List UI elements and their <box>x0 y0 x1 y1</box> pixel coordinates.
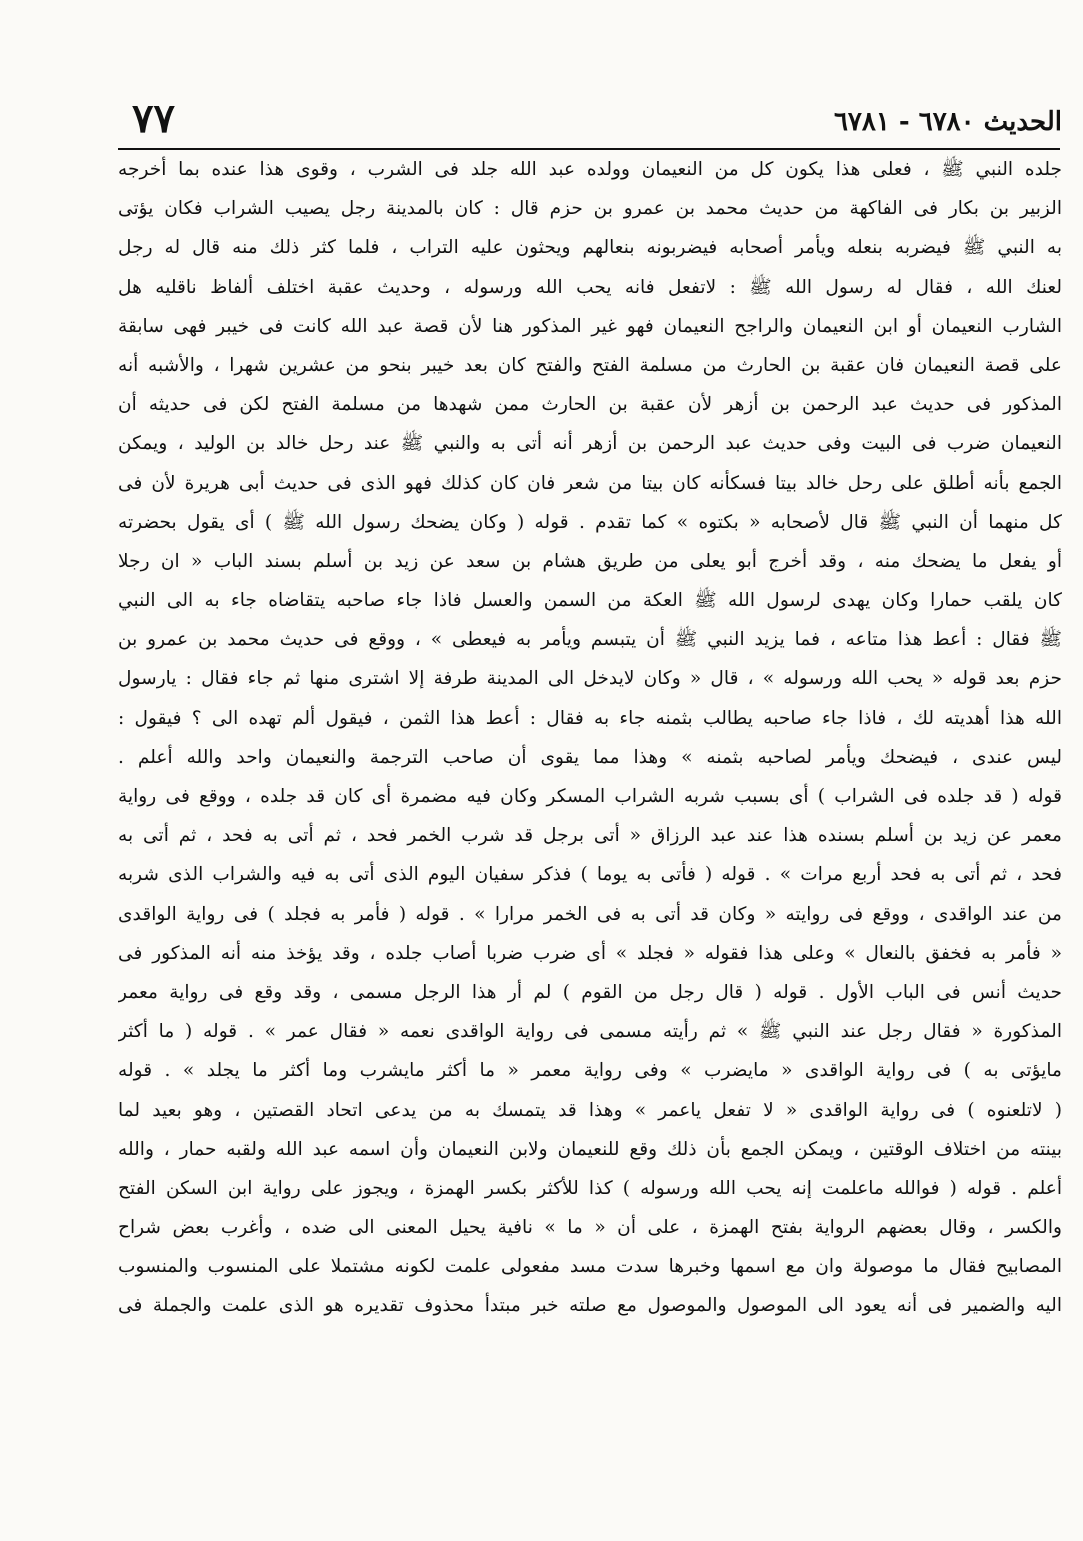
text-line: الشارب النعيمان أو ابن النعيمان والراجح النعيمان فهو غير المذكور هنا لأن قصة عبد الله كانت فى خيبر فهى سابقة <box>118 315 1062 337</box>
text-line: الجمع بأنه أطلق على رحل خالد بيتا فسكأنه كان بيتا من شعر فان كان كذلك فهو الذى فى حديث أبى هريرة لأن فى <box>118 472 1062 494</box>
text-line: ( لاتلعنوه ) فى رواية الواقدى « لا تفعل ياعمر » وهذا قد يتمسك به من يدعى اتحاد القصتين ، وهو بعيد لما <box>118 1099 1062 1121</box>
text-line: به النبي ﷺ فيضربه بنعله ويأمر أصحابه فيضربونه بنعالهم ويحثون عليه التراب ، فلما كثر ذلك منه قال له رجل <box>118 237 1062 259</box>
text-line: كل منهما أن النبي ﷺ قال لأصحابه « بكتوه » كما تقدم . قوله ( وكان يضحك رسول الله ﷺ ) أى يقول بحضرته <box>118 511 1062 533</box>
text-line: معمر عن زيد بن أسلم بسنده هذا عند عبد الرزاق « أتى برجل قد شرب الخمر فحد ، ثم أتى به فحد ، ثم أتى به <box>118 825 1062 847</box>
page-header <box>118 92 1062 146</box>
running-head: الحديث ٦٧٨٠ - ٦٧٨١ <box>833 107 1062 137</box>
text-line: أعلم . قوله ( فوالله ماعلمت إنه يحب الله ورسوله ) كذا للأكثر بكسر الهمزة ، ويجوز على رواية ابن السكن الفتح <box>118 1177 1062 1199</box>
text-line: المصابيح فقال ما موصولة وان مع اسمها وخبرها سدت مسد مفعولى علمت لكونه مشتملا على المنسوب والمنسوب <box>118 1256 1062 1278</box>
text-line: الزبير بن بكار فى الفاكهة من حديث محمد بن عمرو بن حزم قال : كان بالمدينة رجل يصيب الشراب فكان يؤتى <box>118 198 1062 220</box>
text-line: ليس عندى ، فيضحك ويأمر لصاحبه بثمنه » وهذا مما يقوى أن صاحب الترجمة والنعيمان واحد والله أعلم . <box>118 746 1062 768</box>
text-line: ﷺ فقال : أعط هذا متاعه ، فما يزيد النبي ﷺ أن يتبسم ويأمر به فيعطى » ، ووقع فى حديث محمد بن عمرو بن <box>118 629 1062 651</box>
text-line: أو يفعل ما يضحك منه ، وقد أخرج أبو يعلى من طريق هشام بن سعد عن زيد بن أسلم بسند الباب « ان رجلا <box>118 550 1062 572</box>
text-line: المذكورة « فقال رجل عند النبي ﷺ » ثم رأيته مسمى فى رواية الواقدى نعمه « فقال عمر » . قوله ( ما أكثر <box>118 1021 1062 1043</box>
text-line: والكسر ، وقال بعضهم الرواية بفتح الهمزة ، على أن « ما » نافية يحيل المعنى الى ضده ، وأغرب بعض شراح <box>118 1217 1062 1239</box>
text-line: الله هذا أهديته لك ، فاذا جاء صاحبه يطالب بثمنه جاء به فقال : أعط هذا الثمن ، فيقول ألم تهده الى ؟ فيقول : <box>118 707 1062 729</box>
text-line: على قصة النعيمان فان عقبة بن الحارث من مسلمة الفتح والفتح كان بعد خيبر بنحو من عشرين شهرا ، والأشبه أنه <box>118 354 1062 376</box>
text-line: مايؤتى به ) فى رواية الواقدى « مايضرب » وفى رواية معمر « ما أكثر مايشرب وما أكثر ما يجلد » . قوله <box>118 1060 1062 1082</box>
text-line: اليه والضمير فى أنه يعود الى الموصول والموصول مع صلته خبر مبتدأ محذوف تقديره هو الذى علمت والجملة فى <box>118 1295 1062 1317</box>
body-text <box>118 150 1062 1326</box>
text-line: من عند الواقدى ، ووقع فى روايته « وكان قد أتى به فى الخمر مرارا » . قوله ( فأمر به فجلد ) فى رواية الواقدى <box>118 903 1062 925</box>
text-line: لعنك الله ، فقال له رسول الله ﷺ : لاتفعل فانه يحب الله ورسوله ، وحديث عقبة اختلف ألفاظ ناقليه هل <box>118 276 1062 298</box>
page-number: ٧٧ <box>132 95 175 142</box>
text-line: « فأمر به فخفق بالنعال » وعلى هذا فقوله « فجلد » أى ضرب ضربا أصاب جلده ، وقد يؤخذ منه أنه المذكور فى <box>118 942 1062 964</box>
text-line: حزم بعد قوله « يحب الله ورسوله » ، قال « وكان لايدخل الى المدينة طرفة إلا اشترى منها ثم جاء فقال : يارسول <box>118 668 1062 690</box>
text-line: بينته من اختلاف الوقتين ، ويمكن الجمع بأن ذلك وقع للنعيمان ولابن النعيمان وأن اسمه عبد الله ولقبه حمار ، والله <box>118 1138 1062 1160</box>
text-line: فحد ، ثم أتى به فحد أربع مرات » . قوله ( فأتى به يوما ) فذكر سفيان اليوم الذى أتى به فيه والشراب الذى شربه <box>118 864 1062 886</box>
text-line: حديث أنس فى الباب الأول . قوله ( قال رجل من القوم ) لم أر هذا الرجل مسمى ، وقد وقع فى رواية معمر <box>118 981 1062 1003</box>
text-line: المذكور فى حديث عبد الرحمن بن أزهر لأن عقبة بن الحارث ممن شهدها من مسلمة الفتح لكن فى حديثه أن <box>118 394 1062 416</box>
text-line: قوله ( قد جلده فى الشراب ) أى بسبب شربه الشراب المسكر وكان فيه مضمرة أى كان قد جلده ، ووقع فى رواية <box>118 786 1062 807</box>
text-line: كان يلقب حمارا وكان يهدى لرسول الله ﷺ العكة من السمن والعسل فاذا جاء صاحبه يتقاضاه جاء به الى النبي <box>118 590 1062 612</box>
text-line: جلده النبي ﷺ ، فعلى هذا يكون كل من النعيمان وولده عبد الله جلد فى الشرب ، وقوى هذا عنده بما أخرجه <box>118 159 1062 180</box>
text-line: النعيمان ضرب فى البيت وفى حديث عبد الرحمن بن أزهر أنه أتى به والنبي ﷺ عند رحل خالد بن الوليد ، ويمكن <box>118 433 1062 455</box>
